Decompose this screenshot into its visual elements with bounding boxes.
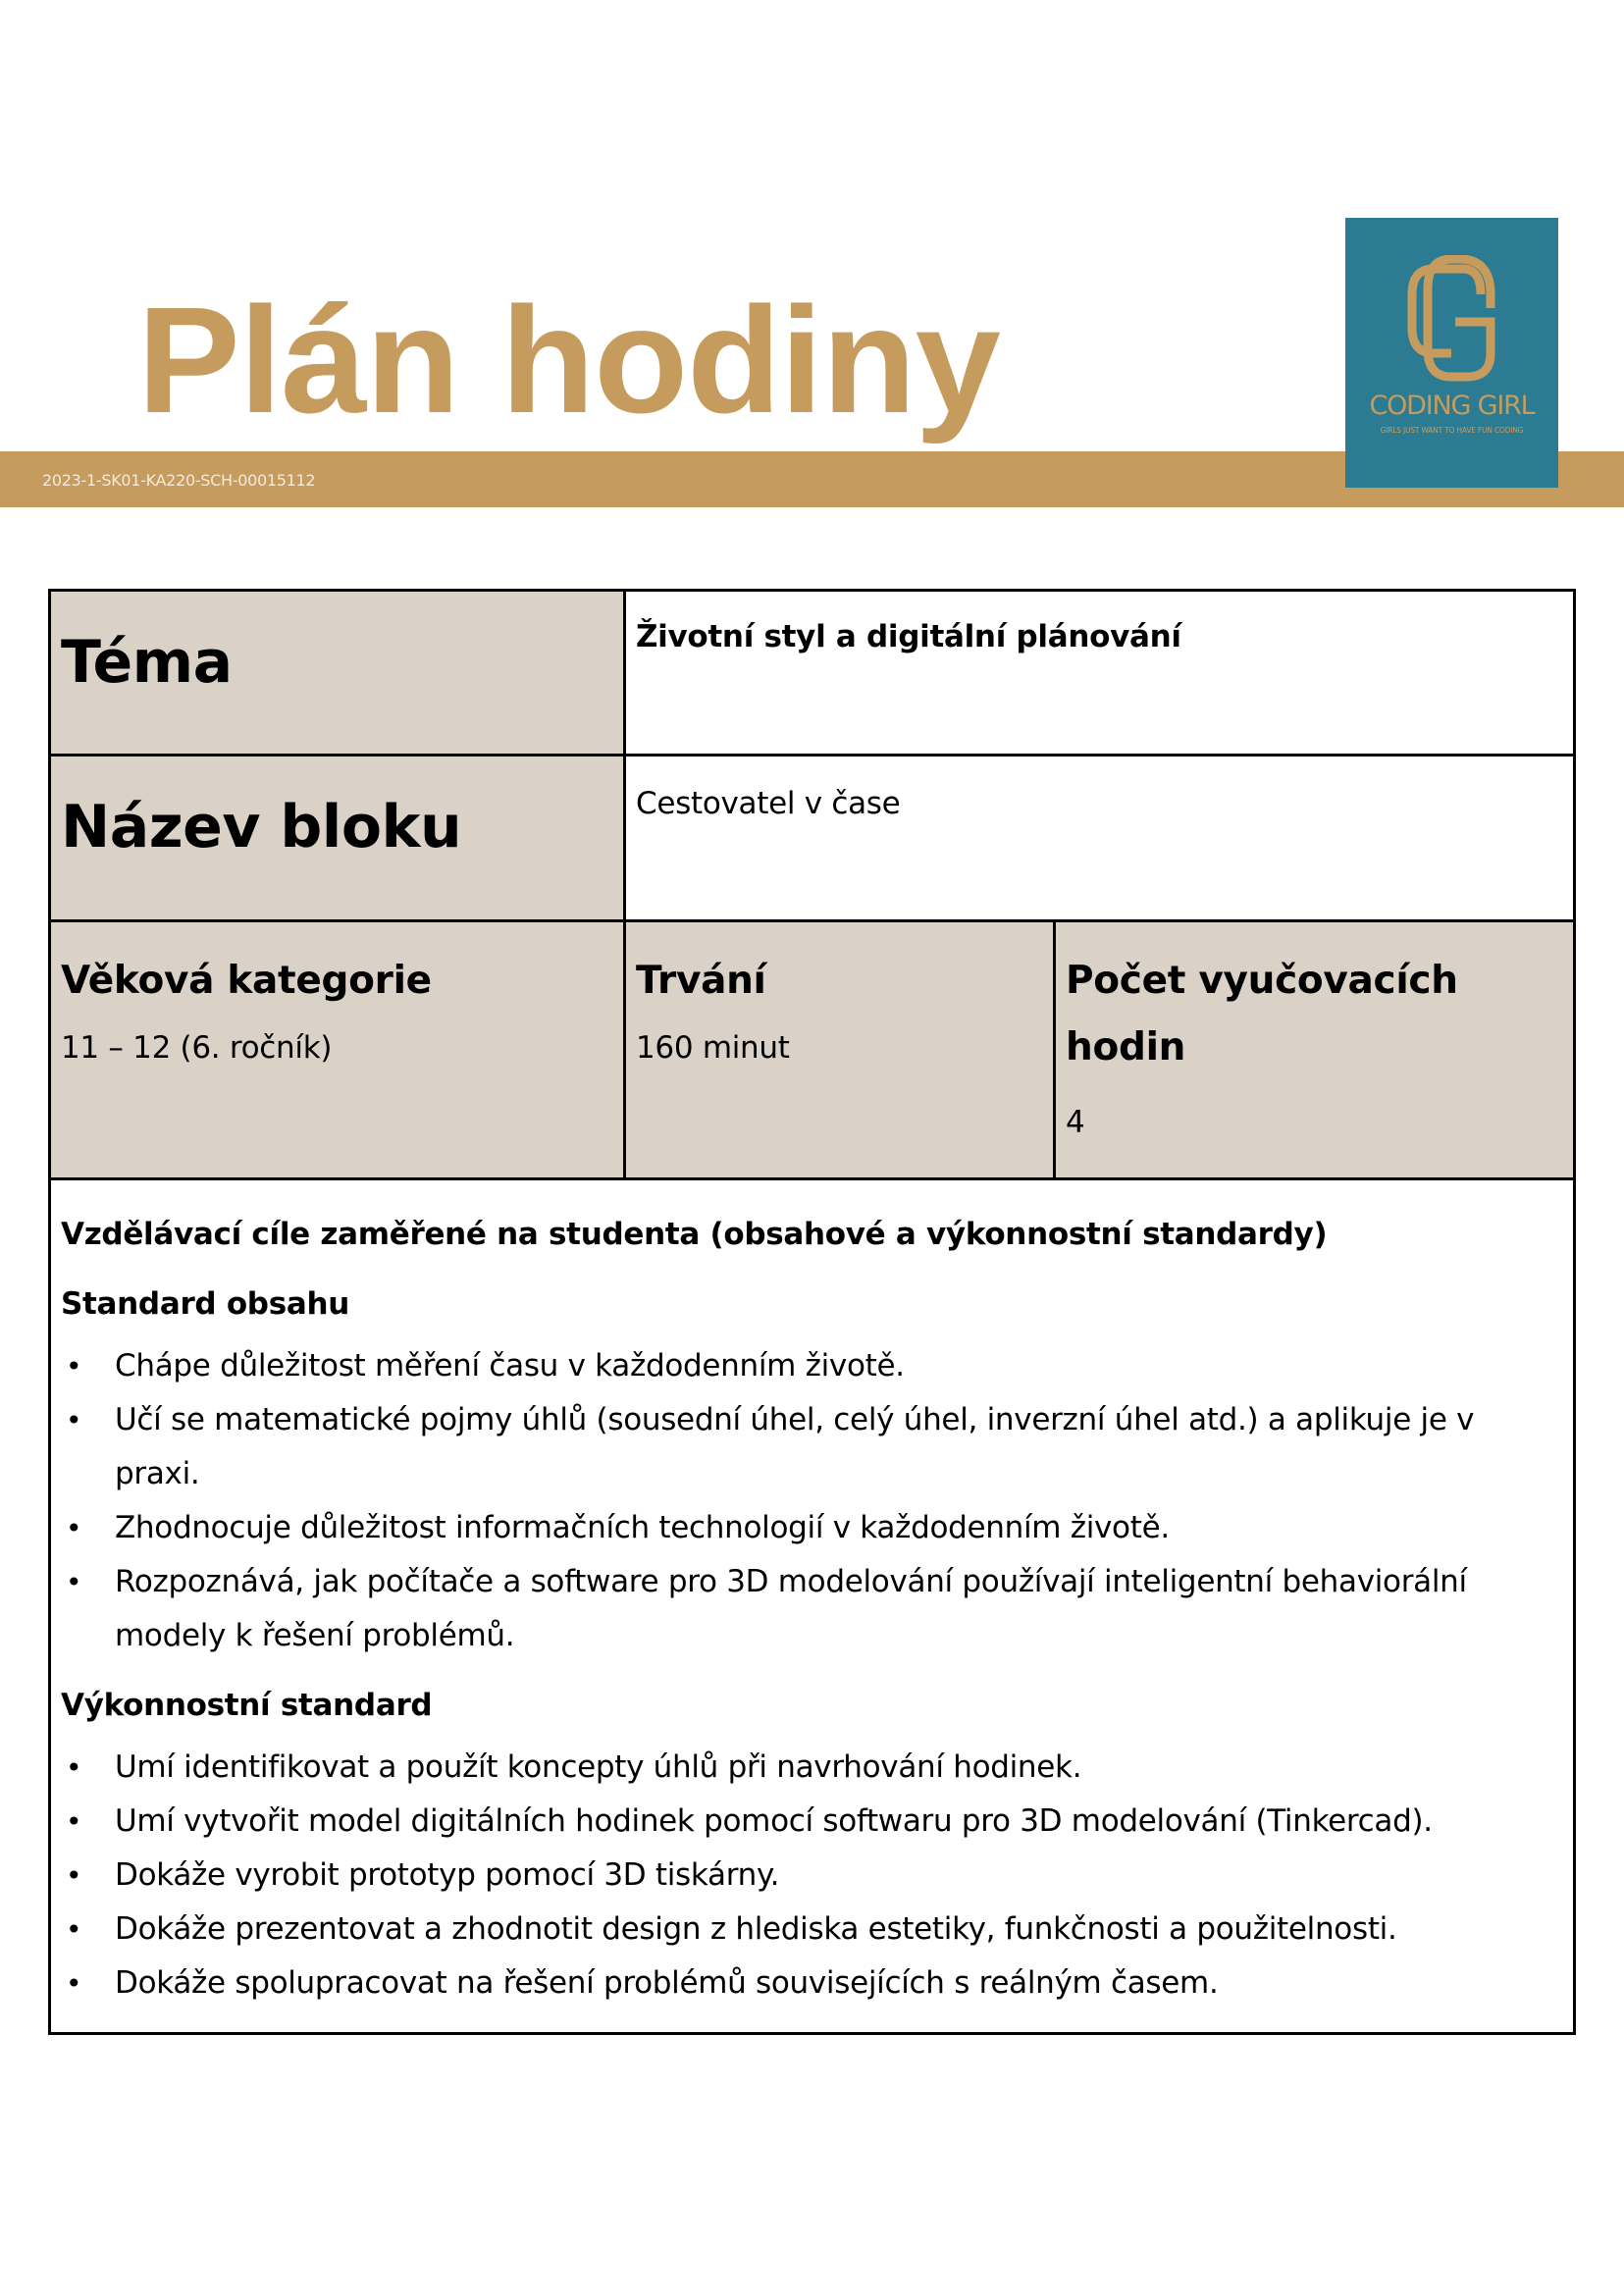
block-value: Cestovatel v čase bbox=[636, 786, 901, 821]
lessons-cell bbox=[1055, 921, 1575, 1179]
list-item: • Zhodnocuje důležitost informačních technologií v každodenním životě. bbox=[61, 1501, 1563, 1555]
duration-label: Trvání bbox=[636, 959, 766, 1003]
bullet-icon: • bbox=[66, 1751, 82, 1784]
coding-girl-logo bbox=[1345, 218, 1558, 488]
age-label: Věková kategorie bbox=[61, 959, 432, 1003]
bullet-icon: • bbox=[66, 1566, 82, 1598]
duration-cell bbox=[625, 921, 1055, 1179]
age-cell bbox=[50, 921, 625, 1179]
duration-value: 160 minut bbox=[636, 1030, 790, 1066]
block-label: Název bloku bbox=[61, 793, 462, 861]
bullet-icon: • bbox=[66, 1967, 82, 2000]
meta-row bbox=[50, 921, 1575, 1179]
cg-monogram-icon bbox=[1394, 255, 1509, 388]
list-item: • Dokáže spolupracovat na řešení problémů souvisejících s reálným časem. bbox=[61, 1957, 1563, 2010]
project-code: 2023-1-SK01-KA220-SCH-00015112 bbox=[42, 471, 316, 490]
list-item: • Dokáže vyrobit prototyp pomocí 3D tiskárny. bbox=[61, 1849, 1563, 1903]
topic-label-cell bbox=[50, 591, 625, 756]
block-label-cell bbox=[50, 756, 625, 921]
logo-name: CODING GIRL bbox=[1369, 391, 1535, 421]
logo-tagline: GIRLS JUST WANT TO HAVE FUN CODING bbox=[1380, 426, 1524, 435]
list-item: • Chápe důležitost měření času v každodenním životě. bbox=[61, 1339, 1563, 1393]
topic-value-cell bbox=[625, 591, 1575, 756]
content-standard-heading: Standard obsahu bbox=[61, 1286, 350, 1322]
block-value-cell bbox=[625, 756, 1575, 921]
goals-row bbox=[50, 1179, 1575, 2034]
lesson-plan-table bbox=[48, 589, 1576, 2035]
bullet-icon: • bbox=[66, 1512, 82, 1544]
bullet-icon: • bbox=[66, 1350, 82, 1383]
block-row bbox=[50, 756, 1575, 921]
list-item: • Umí vytvořit model digitálních hodinek pomocí softwaru pro 3D modelování (Tinkercad). bbox=[61, 1795, 1563, 1849]
age-value: 11 – 12 (6. ročník) bbox=[61, 1030, 333, 1066]
lessons-label: Počet vyučovacích hodin bbox=[1066, 959, 1458, 1070]
topic-row bbox=[50, 591, 1575, 756]
performance-standard-list bbox=[61, 1741, 1563, 2010]
bullet-icon: • bbox=[66, 1805, 82, 1838]
bullet-icon: • bbox=[66, 1404, 82, 1436]
list-item: • Učí se matematické pojmy úhlů (sousední úhel, celý úhel, inverzní úhel atd.) a aplikuje je v praxi. bbox=[61, 1393, 1563, 1501]
bullet-icon: • bbox=[66, 1913, 82, 1946]
bullet-icon: • bbox=[66, 1859, 82, 1892]
content-standard-list bbox=[61, 1339, 1563, 1663]
lessons-value: 4 bbox=[1066, 1105, 1085, 1140]
list-item: • Dokáže prezentovat a zhodnotit design z hlediska estetiky, funkčnosti a použitelnosti. bbox=[61, 1903, 1563, 1957]
topic-label: Téma bbox=[61, 628, 233, 697]
list-item: • Umí identifikovat a použít koncepty úhlů při navrhování hodinek. bbox=[61, 1741, 1563, 1795]
performance-standard-heading: Výkonnostní standard bbox=[61, 1688, 433, 1723]
topic-value: Životní styl a digitální plánování bbox=[636, 619, 1181, 654]
goals-cell bbox=[50, 1179, 1575, 2034]
goals-heading: Vzdělávací cíle zaměřené na studenta (obsahové a výkonnostní standardy) bbox=[61, 1217, 1328, 1252]
list-item: • Rozpoznává, jak počítače a software pro 3D modelování používají inteligentní behaviorální modely k řešení problémů. bbox=[61, 1555, 1563, 1663]
page-title: Plán hodiny bbox=[137, 276, 1000, 444]
